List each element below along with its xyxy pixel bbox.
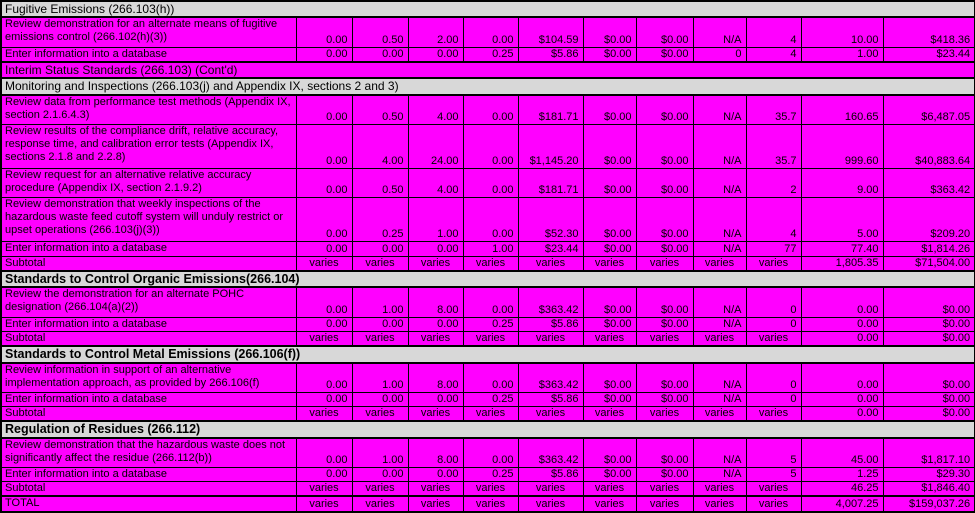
value-cell[interactable]: 0.00 — [463, 168, 518, 198]
section-header-label[interactable]: Interim Status Standards (266.103) (Cont'd) — [1, 62, 975, 78]
value-cell[interactable]: varies — [296, 482, 352, 497]
value-cell[interactable]: 4.00 — [352, 124, 408, 168]
value-cell[interactable]: 0.00 — [801, 406, 883, 421]
value-cell[interactable]: varies — [746, 482, 801, 497]
value-cell[interactable]: $209.20 — [883, 198, 975, 242]
table-body — [1, 1, 975, 512]
value-cell[interactable]: $6,487.05 — [883, 95, 975, 125]
value-cell[interactable]: $29.30 — [883, 467, 975, 481]
value-cell[interactable]: $0.00 — [636, 47, 693, 62]
value-cell[interactable]: $0.00 — [583, 47, 636, 62]
value-cell[interactable]: 0.00 — [296, 363, 352, 393]
value-cell[interactable]: 1,805.35 — [801, 256, 883, 271]
value-cell[interactable]: varies — [583, 331, 636, 346]
value-cell[interactable]: $1,814.26 — [883, 242, 975, 256]
section-header-row — [1, 346, 975, 362]
value-cell[interactable]: $418.36 — [883, 17, 975, 47]
row-description[interactable]: Review information in support of an alternative implementation approach, as provided by 266.106(f) — [1, 363, 296, 393]
value-cell[interactable]: varies — [746, 256, 801, 271]
value-cell[interactable]: $363.42 — [518, 438, 583, 468]
value-cell[interactable]: 0.00 — [801, 392, 883, 406]
value-cell[interactable]: $0.00 — [883, 331, 975, 346]
row-description[interactable]: Review the demonstration for an alternate POHC designation (266.104(a)(2)) — [1, 287, 296, 317]
value-cell[interactable]: $40,883.64 — [883, 124, 975, 168]
value-cell[interactable]: N/A — [693, 95, 746, 125]
value-cell[interactable]: varies — [636, 256, 693, 271]
value-cell[interactable]: $5.86 — [518, 317, 583, 331]
value-cell[interactable]: 0.00 — [801, 331, 883, 346]
row-description[interactable]: Review demonstration that the hazardous waste does not significantly affect the residue (266.112(b)) — [1, 438, 296, 468]
data-row — [1, 242, 975, 256]
value-cell[interactable]: 0.00 — [463, 95, 518, 125]
value-cell[interactable]: 8.00 — [408, 287, 463, 317]
value-cell[interactable]: $181.71 — [518, 95, 583, 125]
value-cell[interactable]: 0.00 — [296, 124, 352, 168]
data-row — [1, 17, 975, 47]
value-cell[interactable]: varies — [296, 256, 352, 271]
value-cell[interactable]: varies — [636, 406, 693, 421]
value-cell[interactable]: varies — [352, 482, 408, 497]
data-row — [1, 363, 975, 393]
value-cell[interactable]: varies — [463, 496, 518, 512]
value-cell[interactable]: varies — [636, 496, 693, 512]
value-cell[interactable]: 2.00 — [408, 17, 463, 47]
value-cell[interactable]: 0.00 — [408, 392, 463, 406]
value-cell[interactable]: $0.00 — [636, 317, 693, 331]
value-cell[interactable]: 1.00 — [352, 438, 408, 468]
value-cell[interactable]: varies — [693, 482, 746, 497]
value-cell[interactable]: $0.00 — [636, 242, 693, 256]
value-cell[interactable]: 4,007.25 — [801, 496, 883, 512]
value-cell[interactable]: $0.00 — [883, 363, 975, 393]
row-description[interactable]: Review results of the compliance drift, relative accuracy, response time, and calibration error tests (Appendix IX, sections 2.1.8 and 2.2.8) — [1, 124, 296, 168]
value-cell[interactable]: $23.44 — [518, 242, 583, 256]
value-cell[interactable]: 4 — [746, 198, 801, 242]
value-cell[interactable]: $23.44 — [883, 47, 975, 62]
data-row — [1, 438, 975, 468]
value-cell[interactable]: varies — [746, 331, 801, 346]
data-row — [1, 467, 975, 481]
value-cell[interactable]: 10.00 — [801, 17, 883, 47]
value-cell[interactable]: $0.00 — [636, 124, 693, 168]
value-cell[interactable]: $0.00 — [583, 17, 636, 47]
subtotal-row — [1, 256, 975, 271]
subtotal-row — [1, 406, 975, 421]
value-cell[interactable]: varies — [583, 482, 636, 497]
value-cell[interactable]: varies — [636, 331, 693, 346]
value-cell[interactable]: 0 — [746, 317, 801, 331]
value-cell[interactable]: 0 — [746, 392, 801, 406]
value-cell[interactable]: varies — [518, 496, 583, 512]
value-cell[interactable]: 160.65 — [801, 95, 883, 125]
row-description[interactable]: Enter information into a database — [1, 47, 296, 62]
value-cell[interactable]: varies — [583, 496, 636, 512]
value-cell[interactable]: 0.25 — [352, 198, 408, 242]
value-cell[interactable]: $0.00 — [636, 168, 693, 198]
row-description[interactable]: Enter information into a database — [1, 242, 296, 256]
value-cell[interactable]: 5 — [746, 438, 801, 468]
value-cell[interactable]: $0.00 — [636, 17, 693, 47]
value-cell[interactable]: varies — [352, 331, 408, 346]
row-description[interactable]: Subtotal — [1, 482, 296, 497]
value-cell[interactable]: 1.00 — [801, 47, 883, 62]
value-cell[interactable]: 0.00 — [352, 317, 408, 331]
value-cell[interactable]: N/A — [693, 317, 746, 331]
value-cell[interactable]: 0.00 — [463, 287, 518, 317]
section-header-row — [1, 78, 975, 94]
value-cell[interactable]: 0.50 — [352, 95, 408, 125]
data-row — [1, 168, 975, 198]
value-cell[interactable]: 0.25 — [463, 317, 518, 331]
data-row — [1, 317, 975, 331]
value-cell[interactable]: $0.00 — [583, 392, 636, 406]
value-cell[interactable]: $0.00 — [583, 168, 636, 198]
value-cell[interactable]: 0.25 — [463, 467, 518, 481]
value-cell[interactable]: varies — [408, 496, 463, 512]
value-cell[interactable]: $181.71 — [518, 168, 583, 198]
value-cell[interactable]: N/A — [693, 124, 746, 168]
value-cell[interactable]: $0.00 — [636, 438, 693, 468]
value-cell[interactable]: varies — [746, 406, 801, 421]
data-row — [1, 95, 975, 125]
value-cell[interactable]: 0.00 — [296, 242, 352, 256]
value-cell[interactable]: $363.42 — [883, 168, 975, 198]
row-description[interactable]: Subtotal — [1, 256, 296, 271]
value-cell[interactable]: $363.42 — [518, 363, 583, 393]
value-cell[interactable]: varies — [296, 331, 352, 346]
row-description[interactable]: Review data from performance test methods (Appendix IX, section 2.1.6.4.3) — [1, 95, 296, 125]
value-cell[interactable]: varies — [352, 256, 408, 271]
value-cell[interactable]: 46.25 — [801, 482, 883, 497]
value-cell[interactable]: $0.00 — [583, 363, 636, 393]
value-cell[interactable]: $0.00 — [583, 467, 636, 481]
value-cell[interactable]: varies — [408, 406, 463, 421]
value-cell[interactable]: 4 — [746, 17, 801, 47]
value-cell[interactable]: 8.00 — [408, 438, 463, 468]
value-cell[interactable]: 0.00 — [463, 363, 518, 393]
value-cell[interactable]: 0.00 — [408, 47, 463, 62]
value-cell[interactable]: 0.00 — [408, 317, 463, 331]
value-cell[interactable]: $0.00 — [583, 198, 636, 242]
value-cell[interactable]: 2 — [746, 168, 801, 198]
value-cell[interactable]: 0.00 — [352, 242, 408, 256]
value-cell[interactable]: $363.42 — [518, 287, 583, 317]
value-cell[interactable]: varies — [408, 331, 463, 346]
value-cell[interactable]: N/A — [693, 17, 746, 47]
value-cell[interactable]: $0.00 — [636, 198, 693, 242]
value-cell[interactable]: 0 — [693, 47, 746, 62]
value-cell[interactable]: 0.00 — [296, 17, 352, 47]
value-cell[interactable]: N/A — [693, 438, 746, 468]
section-header-row — [1, 62, 975, 78]
value-cell[interactable]: 0.00 — [296, 168, 352, 198]
value-cell[interactable]: $1,145.20 — [518, 124, 583, 168]
value-cell[interactable]: $0.00 — [636, 287, 693, 317]
subtotal-row — [1, 482, 975, 497]
row-description[interactable]: Review request for an alternative relative accuracy procedure (Appendix IX, section 2.1.9.2) — [1, 168, 296, 198]
value-cell[interactable]: N/A — [693, 242, 746, 256]
section-header-label[interactable]: Fugitive Emissions (266.103(h)) — [1, 1, 975, 17]
value-cell[interactable]: $104.59 — [518, 17, 583, 47]
data-row — [1, 392, 975, 406]
value-cell[interactable]: varies — [518, 482, 583, 497]
value-cell[interactable]: varies — [583, 256, 636, 271]
value-cell[interactable]: 1.00 — [352, 363, 408, 393]
row-description[interactable]: Review demonstration for an alternate means of fugitive emissions control (266.102(h)(3)) — [1, 17, 296, 47]
value-cell[interactable]: 1.25 — [801, 467, 883, 481]
value-cell[interactable]: 0.00 — [296, 392, 352, 406]
section-header-row — [1, 421, 975, 437]
value-cell[interactable]: 4.00 — [408, 168, 463, 198]
value-cell[interactable]: 0.50 — [352, 168, 408, 198]
value-cell[interactable]: $1,846.40 — [883, 482, 975, 497]
row-description[interactable]: Enter information into a database — [1, 392, 296, 406]
section-header-label[interactable]: Standards to Control Organic Emissions(266.104) — [1, 271, 975, 287]
value-cell[interactable]: varies — [518, 331, 583, 346]
value-cell[interactable]: 8.00 — [408, 363, 463, 393]
value-cell[interactable]: $71,504.00 — [883, 256, 975, 271]
value-cell[interactable]: N/A — [693, 168, 746, 198]
value-cell[interactable]: 0.00 — [408, 467, 463, 481]
value-cell[interactable]: varies — [408, 256, 463, 271]
value-cell[interactable]: $0.00 — [583, 317, 636, 331]
value-cell[interactable]: 0.00 — [296, 438, 352, 468]
value-cell[interactable]: varies — [693, 256, 746, 271]
value-cell[interactable]: $0.00 — [636, 363, 693, 393]
value-cell[interactable]: $0.00 — [583, 242, 636, 256]
value-cell[interactable]: $1,817.10 — [883, 438, 975, 468]
data-row — [1, 287, 975, 317]
value-cell[interactable]: 0.00 — [296, 317, 352, 331]
value-cell[interactable]: $0.00 — [583, 95, 636, 125]
value-cell[interactable]: varies — [352, 406, 408, 421]
value-cell[interactable]: N/A — [693, 198, 746, 242]
value-cell[interactable]: $0.00 — [636, 467, 693, 481]
value-cell[interactable]: 5 — [746, 467, 801, 481]
value-cell[interactable]: varies — [518, 256, 583, 271]
value-cell[interactable]: 0.00 — [352, 392, 408, 406]
value-cell[interactable]: varies — [296, 496, 352, 512]
value-cell[interactable]: 0.00 — [296, 198, 352, 242]
value-cell[interactable]: 0.00 — [463, 17, 518, 47]
section-header-label[interactable]: Monitoring and Inspections (266.103(j) and Appendix IX, sections 2 and 3) — [1, 78, 975, 94]
row-description[interactable]: Enter information into a database — [1, 467, 296, 481]
value-cell[interactable]: 0.25 — [463, 47, 518, 62]
subtotal-row — [1, 331, 975, 346]
value-cell[interactable]: 0.00 — [408, 242, 463, 256]
value-cell[interactable]: 0.00 — [463, 438, 518, 468]
value-cell[interactable]: $159,037.26 — [883, 496, 975, 512]
value-cell[interactable]: $0.00 — [583, 287, 636, 317]
row-description[interactable]: Subtotal — [1, 406, 296, 421]
value-cell[interactable]: 0.00 — [463, 124, 518, 168]
value-cell[interactable]: 0.00 — [296, 47, 352, 62]
value-cell[interactable]: 1.00 — [352, 287, 408, 317]
value-cell[interactable]: N/A — [693, 467, 746, 481]
value-cell[interactable]: 0 — [746, 363, 801, 393]
value-cell[interactable]: 1.00 — [463, 242, 518, 256]
value-cell[interactable]: 0.00 — [296, 287, 352, 317]
value-cell[interactable]: varies — [693, 406, 746, 421]
value-cell[interactable]: varies — [693, 496, 746, 512]
value-cell[interactable]: $0.00 — [636, 95, 693, 125]
value-cell[interactable]: varies — [408, 482, 463, 497]
value-cell[interactable]: $0.00 — [583, 438, 636, 468]
value-cell[interactable]: $5.86 — [518, 47, 583, 62]
row-description[interactable]: Enter information into a database — [1, 317, 296, 331]
value-cell[interactable]: $5.86 — [518, 467, 583, 481]
value-cell[interactable]: 35.7 — [746, 124, 801, 168]
row-description[interactable]: TOTAL — [1, 496, 296, 512]
value-cell[interactable]: 45.00 — [801, 438, 883, 468]
section-header-label[interactable]: Standards to Control Metal Emissions (266.106(f)) — [1, 346, 975, 362]
value-cell[interactable]: $0.00 — [883, 406, 975, 421]
row-description[interactable]: Subtotal — [1, 331, 296, 346]
value-cell[interactable]: 4 — [746, 47, 801, 62]
value-cell[interactable]: varies — [463, 331, 518, 346]
value-cell[interactable]: N/A — [693, 363, 746, 393]
value-cell[interactable]: 0.00 — [296, 95, 352, 125]
data-row — [1, 47, 975, 62]
section-header-row — [1, 1, 975, 17]
row-description[interactable]: Review demonstration that weekly inspections of the hazardous waste feed cutoff system will unduly restrict or upset operations (266.103(j)(3)) — [1, 198, 296, 242]
value-cell[interactable]: 77.40 — [801, 242, 883, 256]
value-cell[interactable]: varies — [463, 256, 518, 271]
value-cell[interactable]: 0.00 — [296, 467, 352, 481]
value-cell[interactable]: 0.00 — [801, 363, 883, 393]
value-cell[interactable]: 5.00 — [801, 198, 883, 242]
data-row — [1, 124, 975, 168]
value-cell[interactable]: $0.00 — [883, 392, 975, 406]
value-cell[interactable]: 9.00 — [801, 168, 883, 198]
section-header-row — [1, 271, 975, 287]
value-cell[interactable]: $52.30 — [518, 198, 583, 242]
value-cell[interactable]: varies — [463, 406, 518, 421]
value-cell[interactable]: N/A — [693, 392, 746, 406]
value-cell[interactable]: 0.00 — [352, 47, 408, 62]
value-cell[interactable]: 4.00 — [408, 95, 463, 125]
value-cell[interactable]: $0.00 — [883, 287, 975, 317]
value-cell[interactable]: 35.7 — [746, 95, 801, 125]
value-cell[interactable]: 0 — [746, 287, 801, 317]
value-cell[interactable]: 0.00 — [352, 467, 408, 481]
value-cell[interactable]: $0.00 — [636, 392, 693, 406]
section-header-label[interactable]: Regulation of Residues (266.112) — [1, 421, 975, 437]
value-cell[interactable]: 77 — [746, 242, 801, 256]
data-row — [1, 198, 975, 242]
value-cell[interactable]: 0.00 — [463, 198, 518, 242]
value-cell[interactable]: varies — [518, 406, 583, 421]
value-cell[interactable]: varies — [636, 482, 693, 497]
value-cell[interactable]: varies — [463, 482, 518, 497]
value-cell[interactable]: 24.00 — [408, 124, 463, 168]
value-cell[interactable]: 0.50 — [352, 17, 408, 47]
value-cell[interactable]: 0.00 — [801, 287, 883, 317]
value-cell[interactable]: varies — [352, 496, 408, 512]
value-cell[interactable]: N/A — [693, 287, 746, 317]
value-cell[interactable]: $0.00 — [883, 317, 975, 331]
value-cell[interactable]: varies — [296, 406, 352, 421]
total-row — [1, 496, 975, 512]
value-cell[interactable]: 0.00 — [801, 317, 883, 331]
value-cell[interactable]: $5.86 — [518, 392, 583, 406]
value-cell[interactable]: varies — [583, 406, 636, 421]
value-cell[interactable]: 999.60 — [801, 124, 883, 168]
value-cell[interactable]: $0.00 — [583, 124, 636, 168]
value-cell[interactable]: varies — [746, 496, 801, 512]
value-cell[interactable]: 1.00 — [408, 198, 463, 242]
value-cell[interactable]: 0.25 — [463, 392, 518, 406]
value-cell[interactable]: varies — [693, 331, 746, 346]
